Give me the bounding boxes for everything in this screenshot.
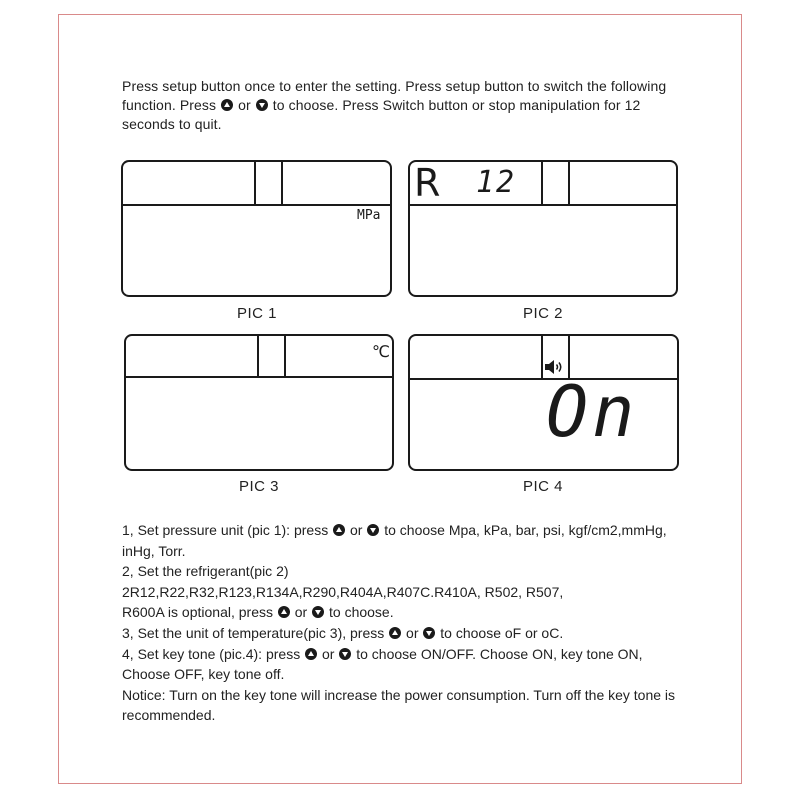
caption-pic3: PIC 3 <box>238 478 279 495</box>
lcd-panel-pic3 <box>124 334 394 471</box>
instruction-pressure: 1, Set pressure unit (pic 1): press or to choose Mpa, kPa, bar, psi, kgf/cm2,mmHg, inHg, Torr. <box>122 522 667 559</box>
lcd-panel-pic1 <box>121 160 392 297</box>
instruction-key-tone: 4, Set key tone (pic.4): press or to choose ON/OFF. Choose ON, key tone ON, Choose OFF, key tone off. <box>122 645 643 683</box>
instruction-refrigerant-list: 2R12,R22,R32,R123,R134A,R290,R404A,R407C.R410A, R502, R507, <box>122 583 564 600</box>
instruction-temperature: 3, Set the unit of temperature(pic 3), press or to choose oF or oC. <box>122 624 564 641</box>
down-arrow-icon <box>339 648 351 660</box>
up-arrow-icon <box>389 627 401 639</box>
intro-or: or <box>238 97 251 113</box>
caption-pic1: PIC 1 <box>236 305 277 322</box>
up-arrow-icon <box>333 524 345 536</box>
notice-text: Notice: Turn on the key tone will increase the power consumption. Turn off the key tone is recommended. <box>122 686 676 724</box>
up-arrow-icon <box>221 99 233 111</box>
instruction-refrigerant-title: 2, Set the refrigerant(pic 2) <box>122 563 289 580</box>
caption-pic2: PIC 2 <box>522 305 563 322</box>
key-tone-value: On <box>546 371 639 453</box>
refrigerant-letter: R <box>414 161 441 205</box>
intro-text-2: to choose. Press Switch button or stop manipulation for 12 seconds to quit. <box>122 97 641 132</box>
temperature-unit-label: ℃ <box>372 342 390 361</box>
intro-paragraph <box>122 77 692 134</box>
up-arrow-icon <box>305 648 317 660</box>
lcd-panel-pic2 <box>408 160 678 297</box>
down-arrow-icon <box>367 524 379 536</box>
pressure-unit-label: MPa <box>357 208 381 223</box>
instruction-refrigerant-choose: R600A is optional, press or to choose. <box>122 604 394 621</box>
up-arrow-icon <box>278 606 290 618</box>
lcd-panel-pic4 <box>408 334 679 471</box>
instructions-block <box>122 520 682 726</box>
down-arrow-icon <box>312 606 324 618</box>
refrigerant-number: 12 <box>476 165 517 200</box>
intro-text-1: Press setup button once to enter the setting. Press setup button to switch the following function. Press <box>122 78 667 113</box>
down-arrow-icon <box>256 99 268 111</box>
caption-pic4: PIC 4 <box>522 478 563 495</box>
down-arrow-icon <box>423 627 435 639</box>
